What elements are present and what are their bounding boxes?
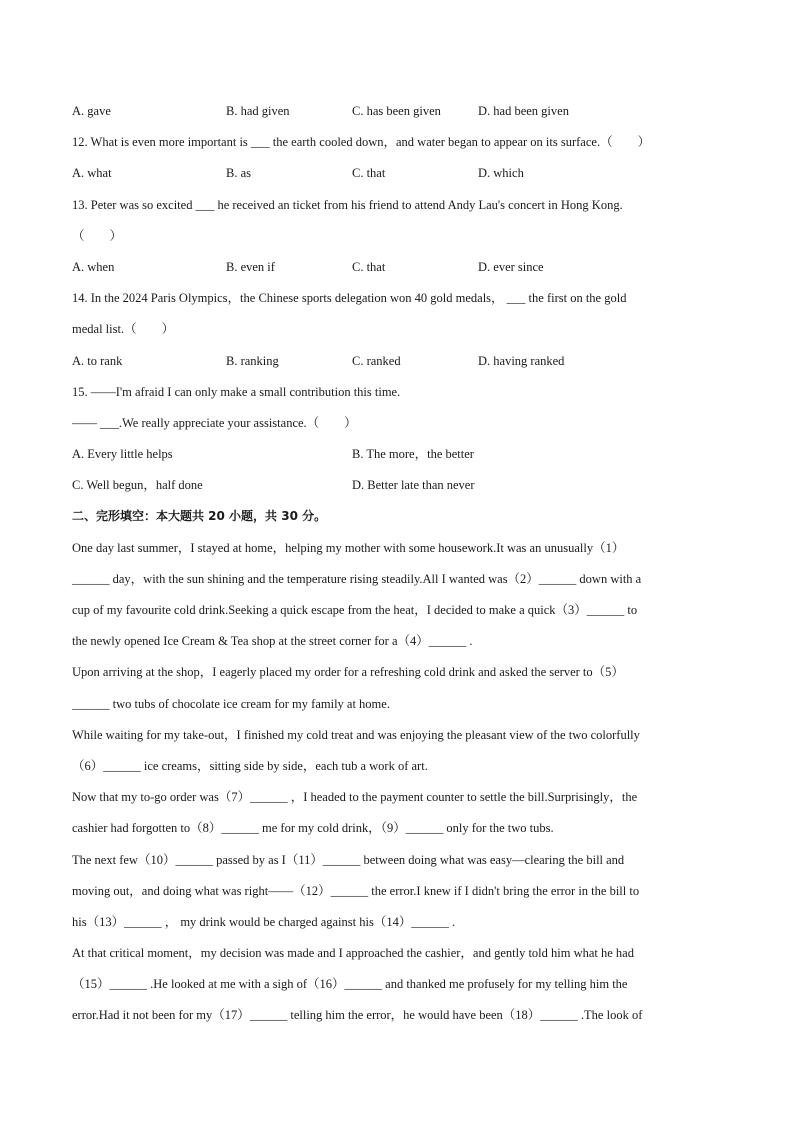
q15-option-c: C. Well begun，half done bbox=[72, 478, 203, 493]
exam-page bbox=[72, 96, 724, 1032]
q13-options bbox=[72, 252, 724, 283]
q14-option-d: D. having ranked bbox=[478, 353, 565, 368]
q14-stem: 14. In the 2024 Paris Olympics，the Chinese sports delegation won 40 gold medals， ___ the first on the gold bbox=[72, 291, 627, 306]
passage-line: ______ two tubs of chocolate ice cream for my family at home. bbox=[72, 696, 390, 711]
q15-option-a: A. Every little helps bbox=[72, 447, 173, 462]
q13-option-d: D. ever since bbox=[478, 259, 544, 274]
q12-options bbox=[72, 158, 724, 189]
passage-line: cashier had forgotten to（8）______ me for my cold drink，（9）______ only for the two tubs. bbox=[72, 821, 554, 836]
q11-options bbox=[72, 96, 724, 127]
passage-line: moving out，and doing what was right——（12）______ the error.I knew if I didn't bring the error in the bill to bbox=[72, 883, 640, 898]
q14-option-a: A. to rank bbox=[72, 353, 123, 368]
passage-line: ______ day，with the sun shining and the temperature rising steadily.All I wanted was（2）______ down with a bbox=[72, 571, 642, 586]
q12-option-a: A. what bbox=[72, 166, 112, 181]
q14-option-c: C. ranked bbox=[352, 353, 401, 368]
passage-line: Upon arriving at the shop，I eagerly placed my order for a refreshing cold drink and asked the server to（5） bbox=[72, 665, 624, 680]
q11-option-a: A. gave bbox=[72, 104, 111, 118]
q12-option-d: D. which bbox=[478, 166, 524, 181]
q14-option-b: B. ranking bbox=[226, 353, 279, 368]
passage-line: Now that my to-go order was（7）______ ，I headed to the payment counter to settle the bill.Surprisingly，the bbox=[72, 790, 638, 805]
q13-stem-continued: （ ） bbox=[72, 228, 123, 243]
section-heading-cloze: 二、完形填空：本大题共 20 小题，共 30 分。 bbox=[72, 509, 327, 524]
q11-option-b: B. had given bbox=[226, 104, 290, 118]
q13-option-c: C. that bbox=[352, 259, 386, 274]
passage-line: One day last summer，I stayed at home，helping my mother with some housework.It was an unusually（1） bbox=[72, 540, 625, 555]
passage-line: The next few（10）______ passed by as I（11）______ between doing what was easy—clearing the bill and bbox=[72, 852, 625, 867]
q13-option-a: A. when bbox=[72, 259, 115, 274]
q12-option-c: C. that bbox=[352, 166, 386, 181]
passage-line: （15）______ .He looked at me with a sigh of（16）______ and thanked me profusely for my telling him the bbox=[72, 977, 628, 992]
q12-stem: 12. What is even more important is ___ the earth cooled down，and water began to appear on its surface.（ ） bbox=[72, 135, 651, 150]
q15-options-row-2 bbox=[72, 470, 724, 501]
passage-line: his（13）______ ， my drink would be charged against his（14）______ . bbox=[72, 914, 456, 929]
q14-stem-continued: medal list.（ ） bbox=[72, 322, 175, 337]
q15-dialogue-line-2: —— ___.We really appreciate your assistance.（ ） bbox=[72, 415, 357, 430]
cloze-passage bbox=[72, 533, 724, 1032]
q13-stem: 13. Peter was so excited ___ he received an ticket from his friend to attend Andy Lau's concert in Hong Kong. bbox=[72, 197, 623, 212]
q12-option-b: B. as bbox=[226, 166, 251, 181]
q15-option-d: D. Better late than never bbox=[352, 478, 475, 493]
q11-option-d: D. had been given bbox=[478, 104, 569, 118]
q15-options-row-1 bbox=[72, 439, 724, 470]
passage-line: cup of my favourite cold drink.Seeking a quick escape from the heat，I decided to make a quick（3）______ to bbox=[72, 603, 638, 617]
q13-option-b: B. even if bbox=[226, 259, 275, 274]
passage-line: While waiting for my take-out，I finished my cold treat and was enjoying the pleasant view of the two colorfully bbox=[72, 727, 640, 742]
q15-option-b: B. The more，the better bbox=[352, 447, 474, 462]
passage-line: （6）______ ice creams，sitting side by side，each tub a work of art. bbox=[72, 758, 428, 773]
q15-dialogue-line-1: 15. ——I'm afraid I can only make a small contribution this time. bbox=[72, 384, 401, 399]
passage-line: error.Had it not been for my（17）______ telling him the error，he would have been（18）______ .The look of bbox=[72, 1008, 643, 1023]
passage-line: At that critical moment，my decision was made and I approached the cashier，and gently told him what he had bbox=[72, 946, 634, 961]
q11-option-c: C. has been given bbox=[352, 104, 441, 118]
passage-line: the newly opened Ice Cream & Tea shop at the street corner for a（4）______ . bbox=[72, 634, 473, 649]
q14-options bbox=[72, 346, 724, 377]
